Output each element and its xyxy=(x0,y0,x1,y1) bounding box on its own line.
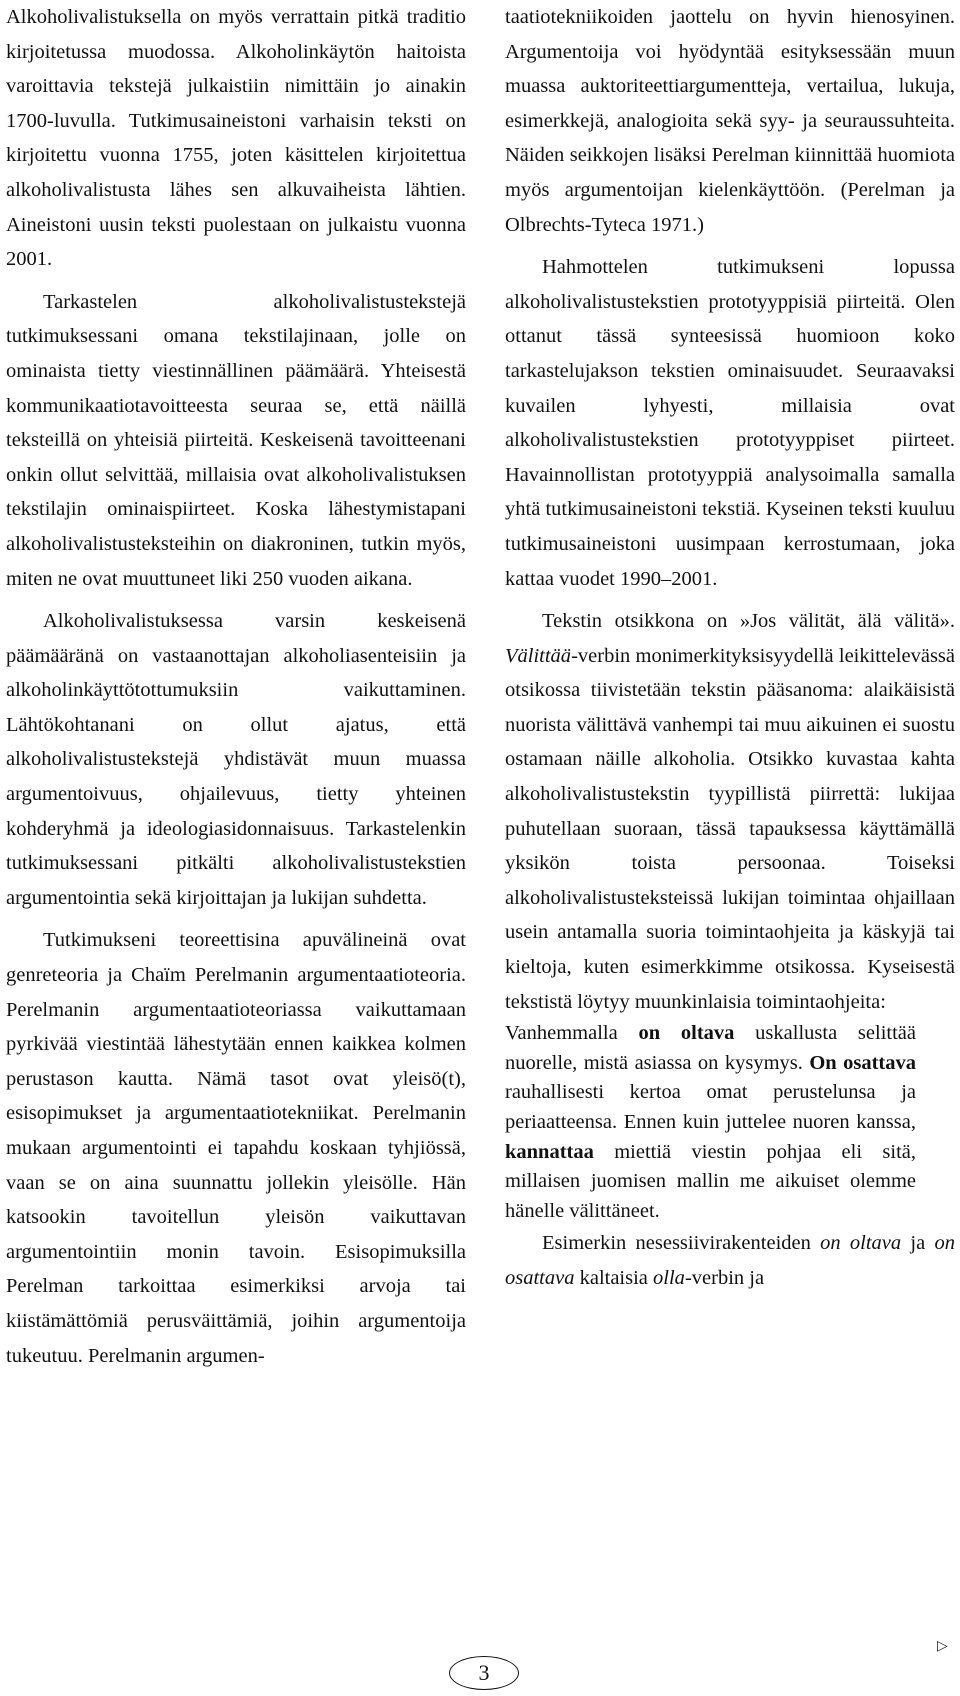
right-paragraph-1: taatiotekniikoiden jaottelu on hyvin hienosyinen. Argumentoija voi hyödyntää esityksessään muun muassa auktoriteettiargumentteja, vertailua, lukuja, esimerkkejä, analogioita sekä syy- ja seuraussuhteita. Näiden seikkojen lisäksi Perelman kiinnittää huomiota myös argumentoijan kielenkäyttöön. (Perelman ja Olbrechts-Tyteca 1971.) xyxy=(505,6,955,236)
left-paragraph-3: Alkoholivalistuksessa varsin keskeisenä päämääränä on vastaanottajan alkoholiasenteisiin ja alkoholinkäyttötottumuksiin vaikuttaminen. Lähtökohtanani on ollut ajatus, että alkoholivalistustekstejä yhdistävät muun muassa argumentoivuus, ohjailevuus, tietty yhteinen kohderyhmä ja ideologiasidonnaisuus. Tarkastelenkin tutkimuksessani pitkälti alkoholivalistustekstien argumentointia sekä kirjoittajan ja lukijan suhdetta. xyxy=(6,610,466,909)
emphasis-valittaa: Välittää xyxy=(505,644,572,667)
bold-on-osattava: On osattava xyxy=(809,1051,917,1074)
left-paragraph-4: Tutkimukseni teoreettisina apuvälineinä ovat genreteoria ja Chaïm Perelmanin argumentaatioteoria. Perelmanin argumentaatioteoriassa vaikuttamaan pyrkivää viestintää lähestytään ennen kaikkea kolmen perustason kautta. Nämä tasot ovat yleisö(t), esisopimukset ja argumentaatiotekniikat. Perelmanin mukaan argumentointi ei tapahdu koskaan tyhjiössä, vaan se on aina suunnattu jollekin yleisölle. Hän katsookin tavoitellun yleisön vaikuttavan argumentointiin monin tavoin. Esisopimuksilla Perelman tarkoittaa esimerkiksi arvoja tai kiistämättömiä perusväittämiä, joihin argumentoija tukeutuu. Perelmanin argumen- xyxy=(6,929,466,1367)
bold-kannattaa: kannattaa xyxy=(505,1140,594,1163)
bold-on-oltava: on oltava xyxy=(638,1022,735,1045)
right-column xyxy=(505,0,955,1296)
left-paragraph-1: Alkoholivalistuksella on myös verrattain pitkä traditio kirjoitetussa muodossa. Alkoholinkäytön haitoista varoittavia tekstejä julkaistiin nimittäin jo ainakin 1700-luvulla. Tutkimusaineistoni varhaisin teksti on kirjoitettu vuonna 1755, joten käsittelen kirjoitettua alkoholivalistusta lähes sen alkuvaiheista lähtien. Aineistoni uusin teksti puolestaan on julkaistu vuonna 2001. xyxy=(6,6,466,271)
block-quote: Vanhemmalla on oltava uskallusta selittää nuorelle, mistä asiassa on kysymys. On osattava rauhallisesti kertoa omat perustelunsa ja periaatteensa. Ennen kuin juttelee nuoren kanssa, kannattaa miettiä viestin pohjaa eli sitä, millaisen juomisen mallin me aikuiset olemme hänelle välittäneet. xyxy=(505,1022,917,1222)
page-number: 3 xyxy=(449,1656,519,1690)
right-paragraph-3: Tekstin otsikkona on »Jos välität, älä välitä». Välittää-verbin monimerkityksisyydellä leikittelevässä otsikossa tiivistetään tekstin pääsanoma: alaikäisistä nuorista välittävä vanhempi tai muu aikuinen ei suostu ostamaan näille alkoholia. Otsikko kuvastaa kahta alkoholivalistustekstin tyypillistä piirrettä: lukijaa puhutellaan suoraan, tässä tapauksessa käyttämällä yksikön toista persoonaa. Toiseksi alkoholivalistusteksteissä lukijan toimintaa ohjaillaan usein antamalla suoria toimintaohjeita ja käskyjä tai kieltoja, kuten esimerkkimme otsikossa. Kyseisestä tekstistä löytyy muunkinlaisia toimintaohjeita: xyxy=(505,610,955,1013)
left-column xyxy=(6,0,466,1373)
right-paragraph-2: Hahmottelen tutkimukseni lopussa alkoholivalistustekstien prototyyppisiä piirteitä. Olen ottanut tässä synteesissä huomioon koko tarkastelujakson tekstien ominaisuudet. Seuraavaksi kuvailen lyhyesti, millaisia ovat alkoholivalistustekstien prototyyppiset piirteet. Havainnollistan prototyyppiä analysoimalla samalla yhtä tutkimusaineistoni tekstiä. Kyseinen teksti kuuluu tutkimusaineistoni uusimpaan kerrostumaan, joka kattaa vuodet 1990–2001. xyxy=(505,256,955,590)
left-paragraph-2: Tarkastelen alkoholivalistustekstejä tutkimuksessani omana tekstilajinaan, jolle on ominaista tietty viestinnällinen päämäärä. Yhteisestä kommunikaatiotavoitteesta seuraa se, että näillä teksteillä on yhteisiä piirteitä. Keskeisenä tavoitteenani onkin ollut selvittää, millaisia ovat alkoholivalistuksen tekstilajin ominaispiirteet. Koska lähestymistapani alkoholivalistusteksteihin on diakroninen, tutkin myös, miten ne ovat muuttuneet liki 250 vuoden aikana. xyxy=(6,290,466,590)
right-paragraph-4: Esimerkin nesessiivirakenteiden on oltava ja on osattava kaltaisia olla-verbin ja xyxy=(505,1232,955,1289)
continuation-arrow-icon: ▷ xyxy=(937,1639,948,1654)
